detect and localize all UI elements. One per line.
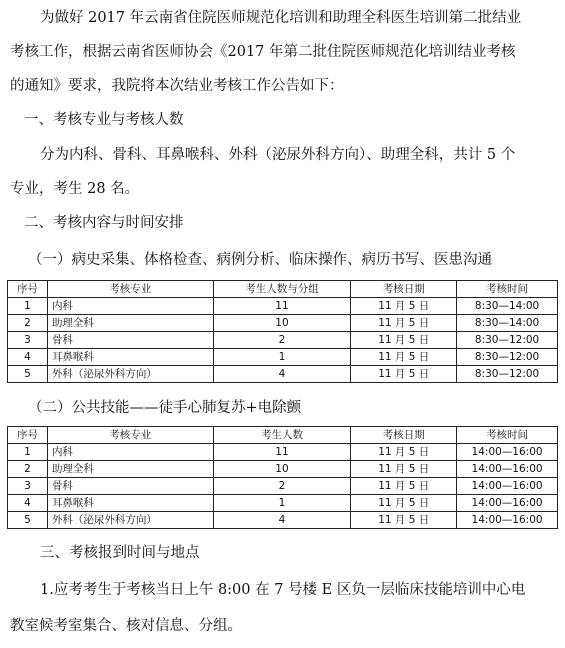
cell-specialty: 骨科	[47, 332, 213, 349]
cell-specialty: 助理全科	[47, 461, 213, 478]
cell-date: 11 月 5 日	[351, 478, 457, 495]
table-clinical-skills	[7, 280, 558, 383]
cell-index: 1	[8, 444, 48, 461]
cell-index: 3	[8, 332, 48, 349]
cell-specialty: 外科（泌尿外科方向）	[47, 512, 213, 529]
col-header-time: 考核时间	[457, 427, 558, 444]
section1-heading: 一、考核专业与考核人数	[24, 112, 184, 128]
table-row	[8, 315, 558, 332]
cell-date: 11 月 5 日	[351, 495, 457, 512]
cell-time: 14:00—16:00	[457, 444, 558, 461]
intro-line-1: 为做好 2017 年云南省住院医师规范化培训和助理全科医生培训第二批结业	[40, 10, 522, 26]
table-row	[8, 461, 558, 478]
cell-specialty: 助理全科	[47, 315, 213, 332]
cell-time: 14:00—16:00	[457, 512, 558, 529]
cell-count: 11	[213, 298, 351, 315]
cell-index: 2	[8, 315, 48, 332]
cell-index: 5	[8, 366, 48, 383]
cell-date: 11 月 5 日	[351, 332, 457, 349]
cell-time: 14:00—16:00	[457, 495, 558, 512]
cell-date: 11 月 5 日	[351, 461, 457, 478]
cell-count: 4	[213, 366, 351, 383]
col-header-time: 考核时间	[457, 281, 558, 298]
table-public-skills	[7, 426, 558, 529]
cell-count: 2	[213, 332, 351, 349]
cell-specialty: 外科（泌尿外科方向）	[47, 366, 213, 383]
cell-time: 8:30—14:00	[457, 315, 558, 332]
table-row	[8, 366, 558, 383]
cell-count: 11	[213, 444, 351, 461]
cell-date: 11 月 5 日	[351, 349, 457, 366]
col-header-count: 考生人数	[213, 427, 351, 444]
cell-time: 8:30—12:00	[457, 366, 558, 383]
cell-count: 1	[213, 349, 351, 366]
cell-index: 4	[8, 349, 48, 366]
col-header-index: 序号	[8, 281, 48, 298]
table-row	[8, 444, 558, 461]
cell-date: 11 月 5 日	[351, 298, 457, 315]
cell-date: 11 月 5 日	[351, 512, 457, 529]
cell-specialty: 耳鼻喉科	[47, 349, 213, 366]
subsection2-heading: （二）公共技能——徒手心肺复苏+电除颤	[28, 400, 302, 416]
section2-heading: 二、考核内容与时间安排	[24, 215, 184, 231]
cell-time: 14:00—16:00	[457, 461, 558, 478]
cell-index: 5	[8, 512, 48, 529]
subsection1-heading: （一）病史采集、体格检查、病例分析、临床操作、病历书写、医患沟通	[28, 252, 492, 268]
cell-specialty: 内科	[47, 444, 213, 461]
table-row	[8, 332, 558, 349]
section3-item1-line-1: 1.应考考生于考核当日上午 8:00 在 7 号楼 E 区负一层临床技能培训中心电	[40, 582, 526, 598]
section3-heading: 三、考核报到时间与地点	[40, 545, 200, 561]
cell-time: 14:00—16:00	[457, 478, 558, 495]
cell-specialty: 耳鼻喉科	[47, 495, 213, 512]
cell-time: 8:30—12:00	[457, 349, 558, 366]
cell-index: 3	[8, 478, 48, 495]
cell-count: 4	[213, 512, 351, 529]
table-header-row	[8, 427, 558, 444]
cell-count: 10	[213, 315, 351, 332]
table-row	[8, 298, 558, 315]
section1-body-line-1: 分为内科、骨科、耳鼻喉科、外科（泌尿外科方向）、助理全科，共计 5 个	[40, 147, 516, 163]
cell-index: 2	[8, 461, 48, 478]
cell-date: 11 月 5 日	[351, 444, 457, 461]
intro-line-2: 考核工作，根据云南省医师协会《2017 年第二批住院医师规范化培训结业考核	[10, 44, 516, 60]
cell-date: 11 月 5 日	[351, 366, 457, 383]
cell-count: 1	[213, 495, 351, 512]
table-row	[8, 478, 558, 495]
cell-count: 2	[213, 478, 351, 495]
cell-time: 8:30—14:00	[457, 298, 558, 315]
cell-count: 10	[213, 461, 351, 478]
table-header-row	[8, 281, 558, 298]
table-row	[8, 495, 558, 512]
col-header-count: 考生人数与分组	[213, 281, 351, 298]
col-header-specialty: 考核专业	[47, 281, 213, 298]
section3-item1-line-2: 教室候考室集合、核对信息、分组。	[10, 618, 242, 634]
col-header-date: 考核日期	[351, 427, 457, 444]
cell-index: 4	[8, 495, 48, 512]
cell-specialty: 骨科	[47, 478, 213, 495]
table-row	[8, 349, 558, 366]
cell-index: 1	[8, 298, 48, 315]
col-header-index: 序号	[8, 427, 48, 444]
cell-time: 8:30—12:00	[457, 332, 558, 349]
col-header-date: 考核日期	[351, 281, 457, 298]
cell-date: 11 月 5 日	[351, 315, 457, 332]
intro-line-3: 的通知》要求，我院将本次结业考核工作公告如下：	[10, 78, 344, 94]
col-header-specialty: 考核专业	[47, 427, 213, 444]
section1-body-line-2: 专业，考生 28 名。	[10, 181, 140, 197]
cell-specialty: 内科	[47, 298, 213, 315]
table-row	[8, 512, 558, 529]
